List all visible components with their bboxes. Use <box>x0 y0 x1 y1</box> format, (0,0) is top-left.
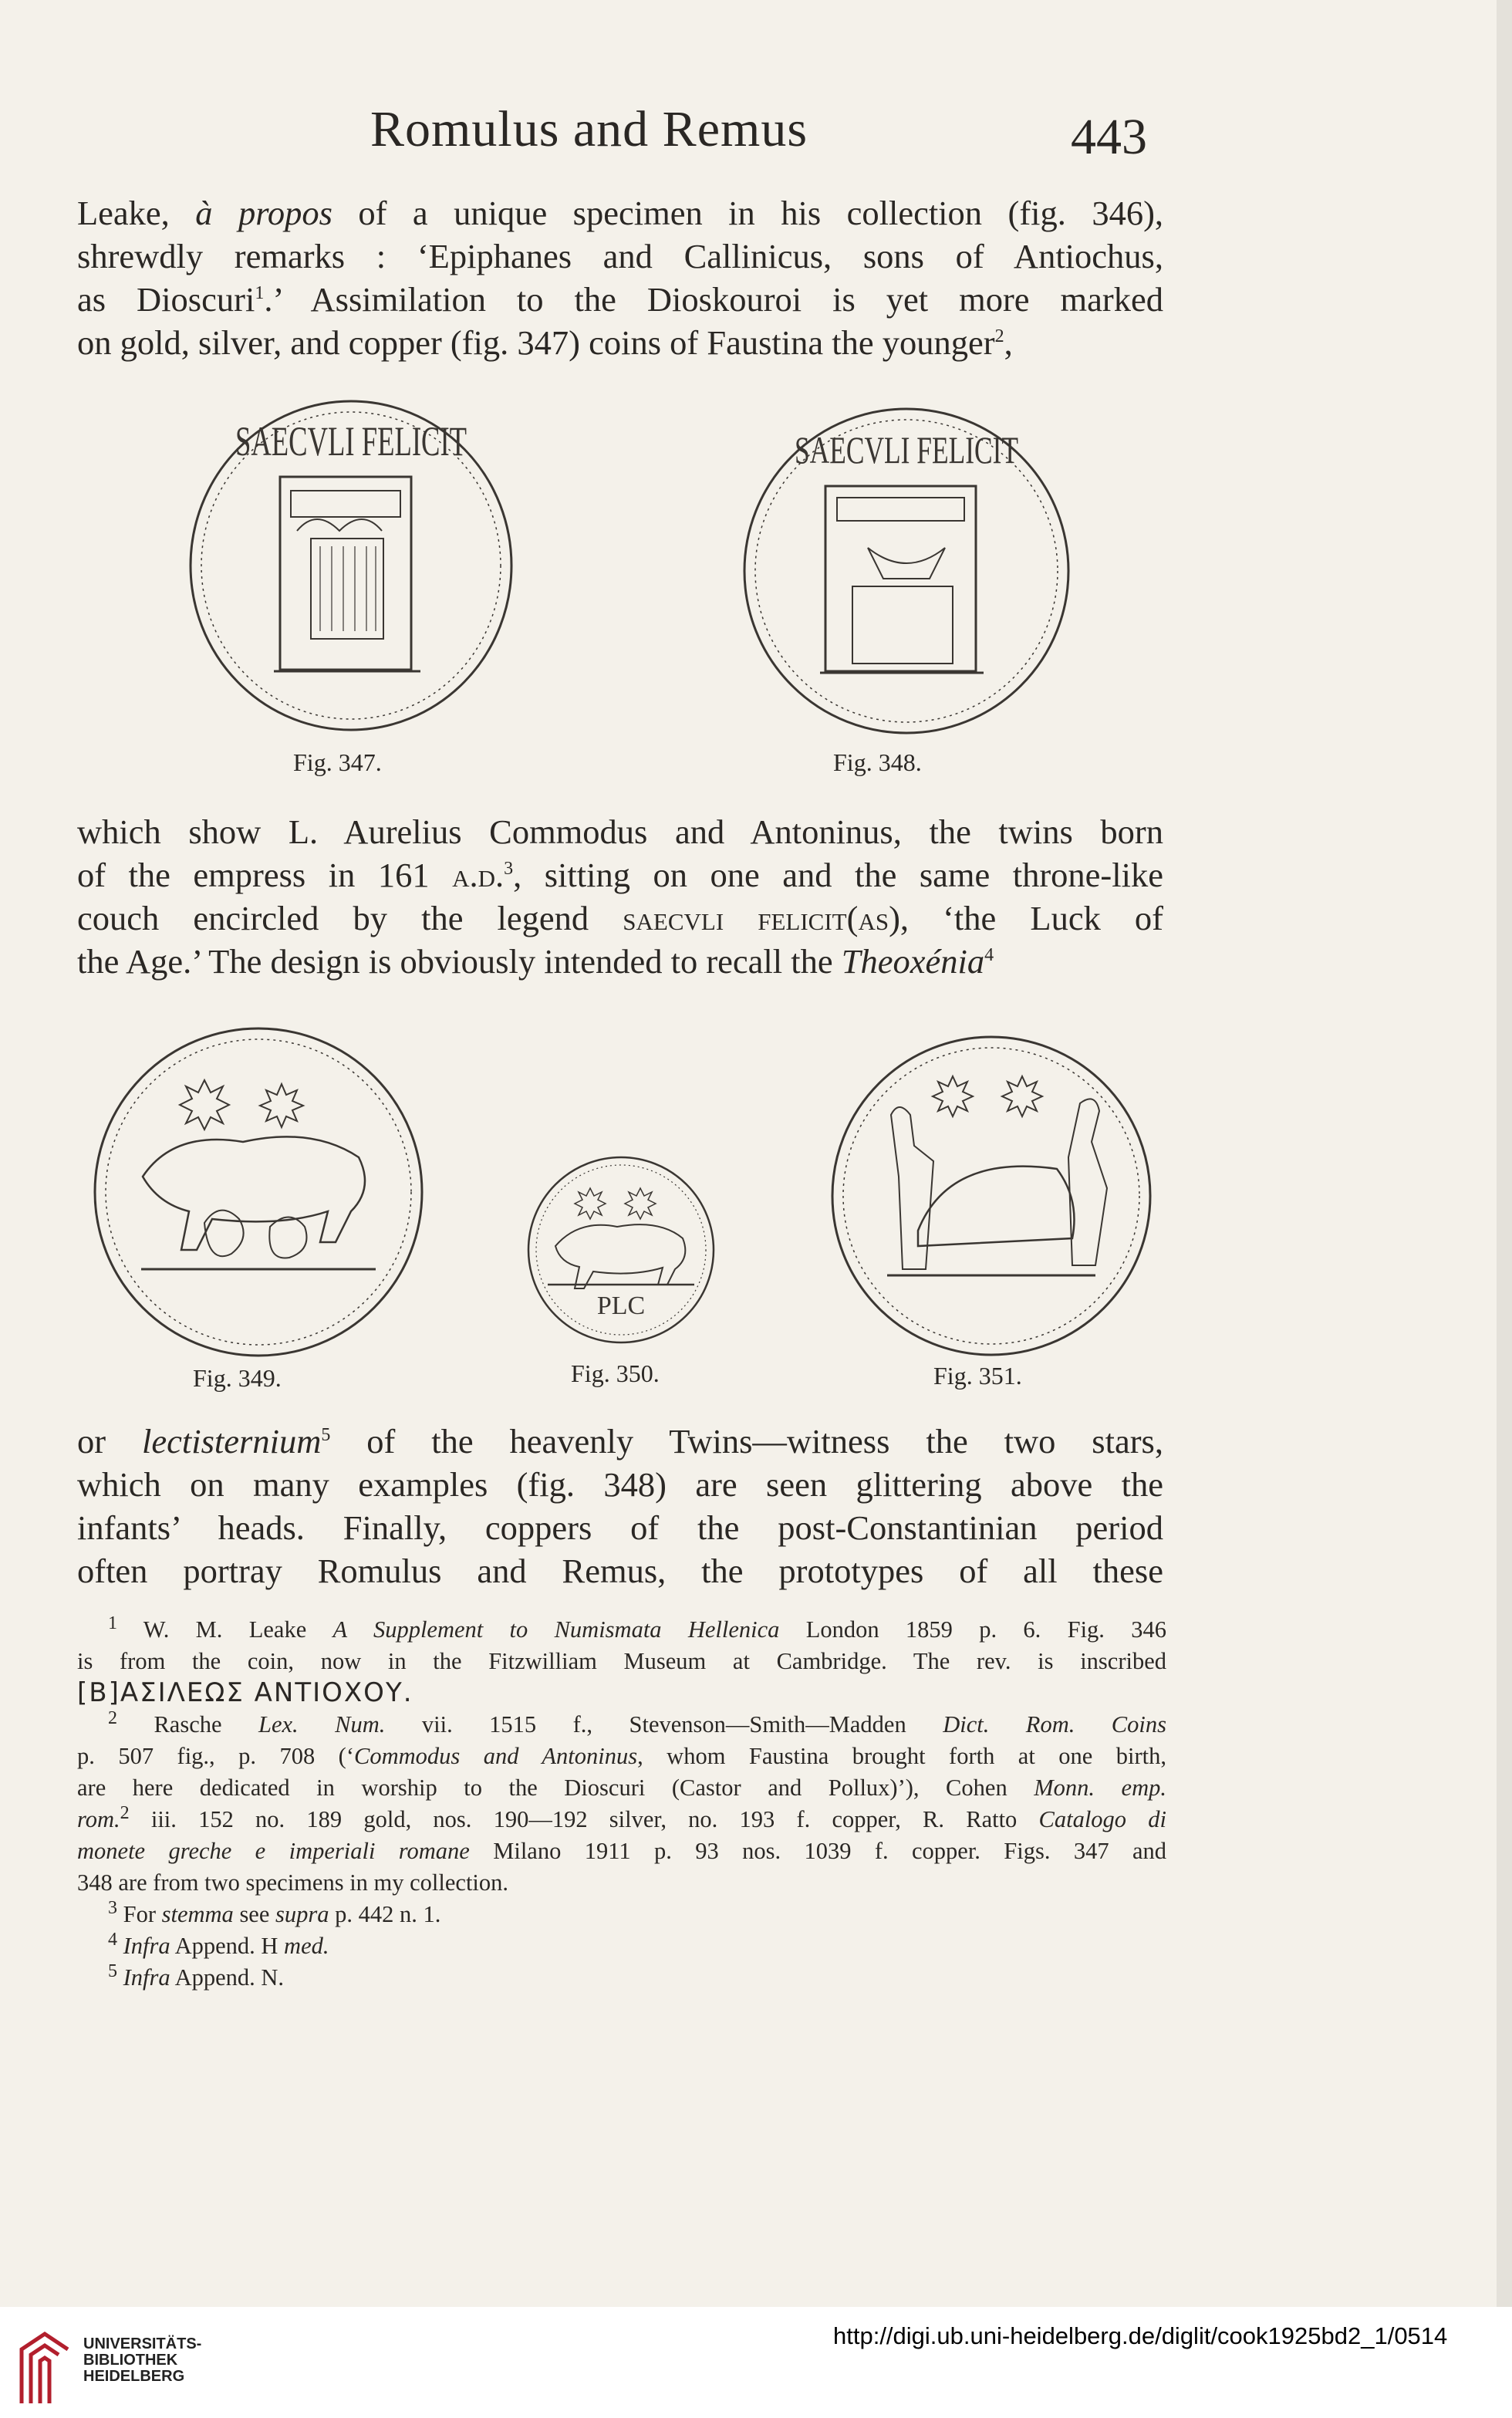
caption-fig-348: Fig. 348. <box>833 748 922 776</box>
para1-line-4: on gold, silver, and copper (fig. 347) coins of Faustina the younger$^2$, <box>77 323 1013 362</box>
para2-line-4: the Age.’ The design is obviously intended to recall the Theoxénia$^4$ <box>77 942 994 981</box>
coin-figure-350 <box>525 1153 717 1346</box>
footnote-2-line-4: rom.$^2$ iii. 152 no. 189 gold, nos. 190—192 silver, no. 193 f. copper, R. Ratto Catalogo di <box>77 1802 1166 1832</box>
page-number: 443 <box>1071 109 1147 165</box>
coin-exergue-350: PLC <box>596 1292 646 1320</box>
paragraph-1 <box>77 191 1163 364</box>
running-title: Romulus and Remus <box>370 101 808 157</box>
footnote-2-line-6: 348 are from two specimens in my collection. <box>77 1869 509 1896</box>
footnote-2-line-1: $^2$ Rasche Lex. Num. vii. 1515 f., Stevenson—Smith—Madden Dict. Rom. Coins <box>108 1707 1166 1738</box>
para1-line-1: Leake, à propos of a unique specimen in his collection (fig. 346), <box>77 194 1164 232</box>
coin-figure-348 <box>737 401 1076 741</box>
footnote-1-number: 1 <box>108 1613 117 1633</box>
footnote-1-line-2: is from the coin, now in the Fitzwilliam Museum at Cambridge. The rev. is inscribed <box>77 1648 1166 1674</box>
footnote-ref-3[interactable]: 3 <box>504 859 514 880</box>
paragraph-2 <box>77 810 1163 983</box>
footnote-4: $^4$ Infra Append. H med. <box>108 1929 329 1959</box>
footnote-3: $^3$ For stemma see supra p. 442 n. 1. <box>108 1897 441 1927</box>
caption-fig-349: Fig. 349. <box>193 1364 282 1392</box>
footnote-ref-2[interactable]: 2 <box>994 326 1004 347</box>
footnote-ref-1[interactable]: 1 <box>255 283 265 304</box>
footnotes <box>77 1614 1166 1994</box>
footnote-2-line-5: monete greche e imperiali romane Milano 1911 p. 93 nos. 1039 f. copper. Figs. 347 and <box>77 1838 1167 1864</box>
caption-fig-347: Fig. 347. <box>293 748 382 776</box>
para2-line-3: couch encircled by the legend saecvli felicit(as), ‘the Luck of <box>77 899 1163 937</box>
coin-legend-348: SAECVLI FELICIT <box>795 428 1018 471</box>
library-logo-text[interactable]: UNIVERSITÄTS- BIBLIOTHEK HEIDELBERG <box>83 2335 202 2385</box>
footnote-1-line-1: $^1$ W. M. Leake A Supplement to Numismata Hellenica London 1859 p. 6. Fig. 346 <box>108 1613 1166 1643</box>
coin-figure-351 <box>825 1030 1157 1362</box>
para1-line-3: as Dioscuri$^1$.’ Assimilation to the Dioskouroi is yet more marked <box>77 280 1163 319</box>
footnote-ref-5[interactable]: 5 <box>321 1425 331 1446</box>
coin-figure-347 <box>174 392 528 739</box>
para1-line-2: shrewdly remarks : ‘Epiphanes and Callinicus, sons of Antiochus, <box>77 237 1163 275</box>
caption-fig-351: Fig. 351. <box>933 1362 1022 1390</box>
she-wolf-dioscuri-coin-icon <box>832 1037 1150 1355</box>
footnote-2-line-3: are here dedicated in worship to the Dioscuri (Castor and Pollux)’), Cohen Monn. emp. <box>77 1775 1166 1801</box>
library-logo-icon[interactable] <box>14 2330 76 2407</box>
caption-fig-350: Fig. 350. <box>571 1359 660 1387</box>
para3-line-3: infants’ heads. Finally, coppers of the post-Constantinian period <box>77 1508 1163 1547</box>
footnote-2-number: 2 <box>108 1707 117 1728</box>
footnote-5: $^5$ Infra Append. N. <box>108 1960 285 1991</box>
footnote-ref-4[interactable]: 4 <box>984 945 994 966</box>
coin-legend-347: SAECVLI FELICIT <box>235 418 467 464</box>
permalink-url[interactable]: http://digi.ub.uni-heidelberg.de/diglit/cook1925bd2_1/0514 <box>833 2322 1448 2349</box>
viewer-footer <box>0 2307 1512 2418</box>
footnote-1-line-3: [B]ΑΣΙΛΕΩΣ ΑΝΤΙΟΧΟΥ. <box>77 1677 413 1708</box>
paragraph-3 <box>77 1420 1163 1592</box>
para3-line-4: often portray Romulus and Remus, the prototypes of all these <box>77 1552 1163 1590</box>
page-header <box>0 93 1512 177</box>
coin-figure-349 <box>89 1022 428 1362</box>
para2-line-1: which show L. Aurelius Commodus and Antoninus, the twins born <box>77 812 1163 851</box>
footnote-2-line-2: p. 507 fig., p. 708 (‘Commodus and Antoninus, whom Faustina brought forth at one birth, <box>77 1743 1166 1769</box>
para2-line-2: of the empress in 161 a.d.$^3$, sitting on one and the same throne-like <box>77 856 1163 894</box>
para3-line-2: which on many examples (fig. 348) are seen glittering above the <box>77 1465 1163 1504</box>
she-wolf-twins-coin-icon <box>95 1028 422 1356</box>
para3-line-1: or lectisternium$^5$ of the heavenly Twins—witness the two stars, <box>77 1422 1163 1461</box>
page-edge <box>1497 0 1512 2307</box>
